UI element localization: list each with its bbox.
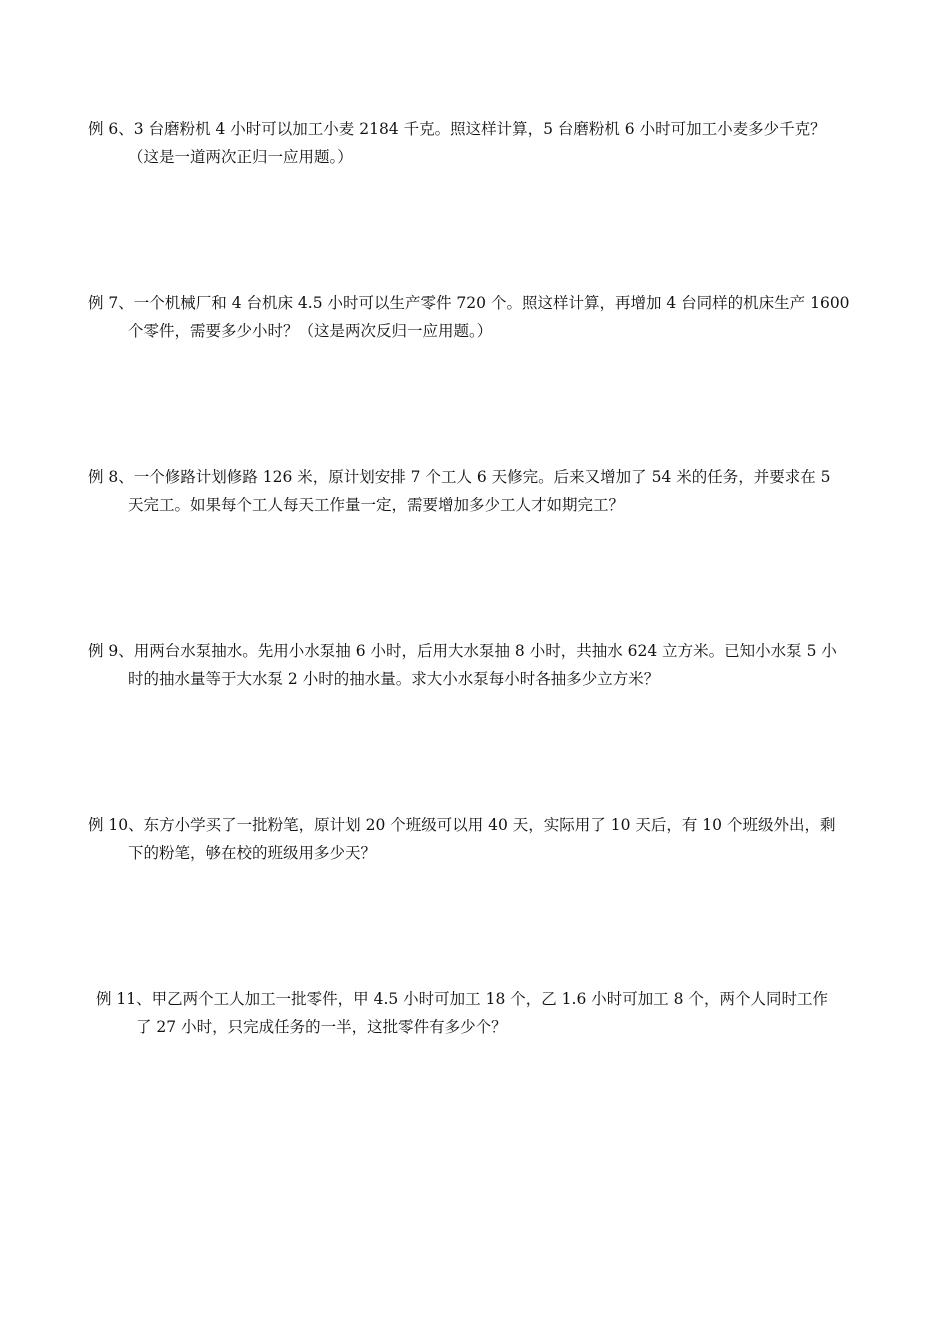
problem-line-2: 时的抽水量等于大水泵 2 小时的抽水量。求大小水泵每小时各抽多少立方米？: [128, 670, 660, 688]
problem-line-2: 下的粉笔，够在校的班级用多少天？: [128, 844, 377, 862]
problem-line-2: 个零件，需要多少小时？（这是两次反归一应用题。）: [128, 322, 493, 340]
problem-example-9: [88, 637, 868, 693]
problem-line-1: 例 6、3 台磨粉机 4 小时可以加工小麦 2184 千克。照这样计算，5 台磨粉机 6 小时可加工小麦多少千克？: [88, 120, 826, 138]
problem-line-2: （这是一道两次正归一应用题。）: [128, 148, 353, 166]
problem-example-11: [96, 985, 876, 1041]
problem-example-7: [88, 289, 868, 345]
problem-example-6: [88, 115, 868, 171]
problem-line-1: 例 8、一个修路计划修路 126 米，原计划安排 7 个工人 6 天修完。后来又增加了 54 米的任务，并要求在 5: [88, 468, 831, 486]
problem-line-2: 天完工。如果每个工人每天工作量一定，需要增加多少工人才如期完工？: [128, 496, 625, 514]
problem-line-1: 例 11、甲乙两个工人加工一批零件，甲 4.5 小时可加工 18 个，乙 1.6 小时可加工 8 个，两个人同时工作: [96, 990, 828, 1008]
problem-line-2: 了 27 小时，只完成任务的一半，这批零件有多少个？: [136, 1018, 507, 1036]
problem-line-1: 例 7、一个机械厂和 4 台机床 4.5 小时可以生产零件 720 个。照这样计算，再增加 4 台同样的机床生产 1600: [88, 294, 850, 312]
problem-line-1: 例 9、用两台水泵抽水。先用小水泵抽 6 小时，后用大水泵抽 8 小时，共抽水 624 立方米。已知小水泵 5 小: [88, 642, 837, 660]
problem-example-8: [88, 463, 868, 519]
problem-example-10: [88, 811, 868, 867]
problem-line-1: 例 10、东方小学买了一批粉笔，原计划 20 个班级可以用 40 天，实际用了 10 天后，有 10 个班级外出，剩: [88, 816, 836, 834]
